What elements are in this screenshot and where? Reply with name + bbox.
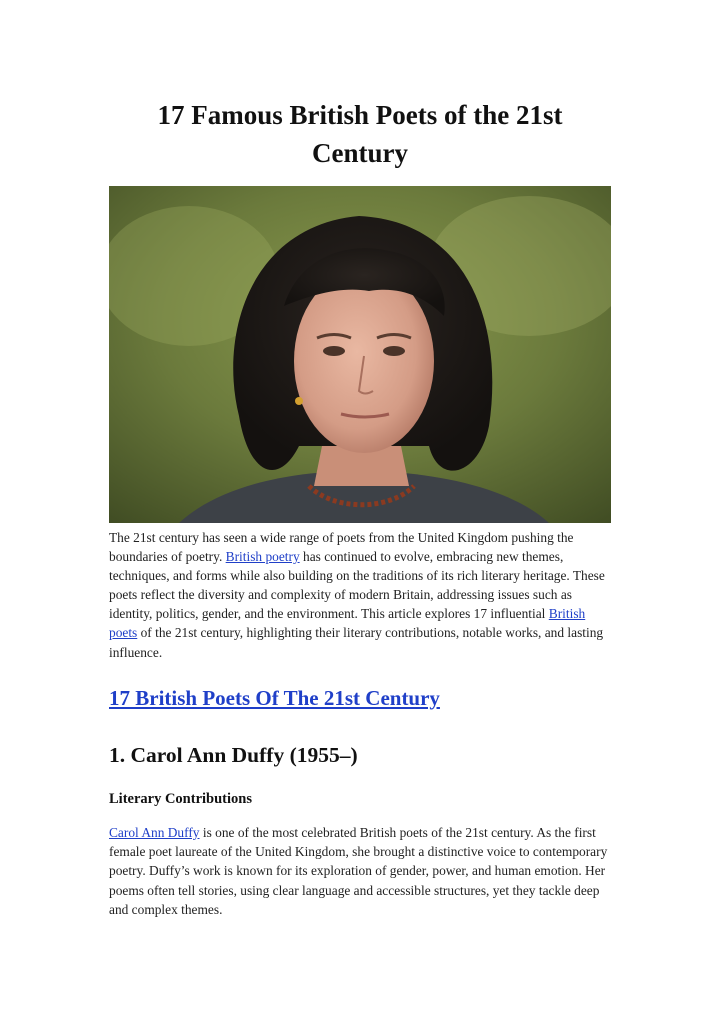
article-title: 17 Famous British Poets of the 21st Century (157, 100, 563, 168)
british-poetry-link[interactable]: British poetry (225, 549, 300, 565)
british-poets-link[interactable]: British poets (109, 606, 586, 641)
carol-ann-duffy-link[interactable]: Carol Ann Duffy (109, 825, 200, 840)
poet-portrait-image (109, 186, 611, 523)
poet-heading: 1. Carol Ann Duffy (1955–) (109, 743, 358, 767)
intro-text-1: The 21st century has seen a wide range of poets from the United Kingdom pushing the boundaries of poetry. (109, 530, 574, 565)
section-heading (109, 684, 440, 712)
poet-description-paragraph (109, 823, 611, 919)
intro-text-3: of the 21st century, highlighting their literary contributions, notable works, and lasting influence. (109, 625, 604, 660)
section-heading-link[interactable]: 17 British Poets Of The 21st Century (109, 686, 440, 710)
intro-text-2: has continued to evolve, embracing new themes, techniques, and forms while also building on the traditions of its rich literary heritage. These poets reflect the diversity and complexity of modern Britain, addressing issues such as identity, politics, gender, and the environment. This article explores 17 influential (109, 549, 605, 622)
intro-paragraph (109, 528, 611, 662)
poet-description-text: is one of the most celebrated British poets of the 21st century. As the first female poet laureate of the United Kingdom, she brought a distinctive voice to contemporary poetry. Duffy’s work is known for its exploration of gender, power, and human emotion. Her poems often tell stories, using clear language and accessible structures, yet they tackle deep and complex themes. (109, 825, 608, 917)
literary-contributions-heading: Literary Contributions (109, 791, 252, 807)
